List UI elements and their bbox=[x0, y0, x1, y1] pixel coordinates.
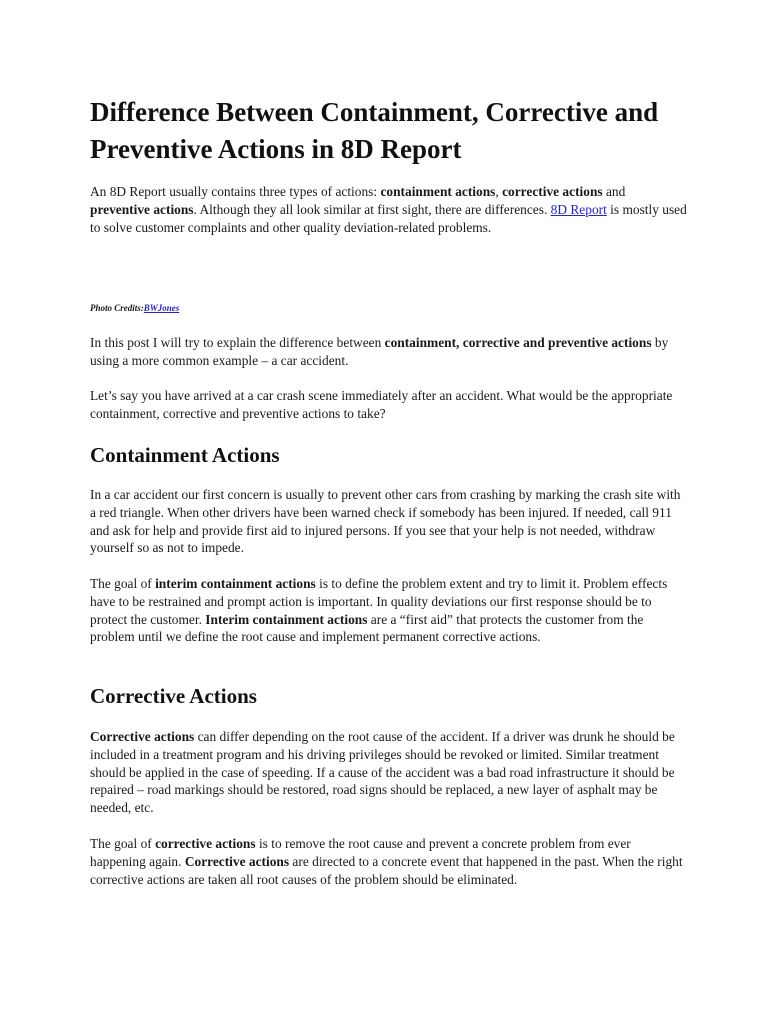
intro-bold-containment: containment actions bbox=[380, 184, 496, 199]
paragraph-containment-example bbox=[90, 486, 688, 557]
paragraph-bold: Corrective actions bbox=[90, 729, 195, 744]
photo-credits-label: Photo Credits: bbox=[90, 303, 144, 313]
paragraph-containment-goal bbox=[90, 575, 688, 646]
paragraph-explanation bbox=[90, 334, 688, 370]
paragraph-text: The goal of bbox=[90, 836, 156, 851]
paragraph-text: can differ depending on the root cause of the accident. If a driver was drunk he should be included in a treatment program and his driving privileges should be revoked or limited. Similar treatment should be applied in the case of speeding. If a cause of the accident was a bad road infrastructure it should be repaired – road markings should be restored, road signs should be replaced, a new layer of asphalt may be needed, etc. bbox=[90, 729, 675, 816]
photo-credits-link[interactable]: BWJones bbox=[143, 303, 180, 313]
intro-paragraph bbox=[90, 183, 688, 236]
page-title: Difference Between Containment, Corrective and Preventive Actions in 8D Report bbox=[90, 97, 659, 164]
paragraph-bold: containment, corrective and preventive actions bbox=[384, 335, 652, 350]
paragraph-bold: Corrective actions bbox=[184, 853, 290, 869]
intro-bold-preventive: preventive actions bbox=[90, 201, 194, 217]
paragraph-text: The goal of bbox=[90, 576, 156, 591]
intro-text: . Although they all look similar at first sight, there are differences. bbox=[193, 201, 551, 217]
intro-text: is mostly used to solve customer complaints and other quality deviation-related problems. bbox=[90, 201, 687, 235]
8d-report-link[interactable]: 8D Report bbox=[550, 201, 607, 217]
paragraph-text: is to define the problem extent and try to limit it. Problem effects have to be restrained and prompt action is important. In quality deviations our first response should be to protect the customer. bbox=[90, 576, 668, 627]
paragraph-text: by using a more common example – a car accident. bbox=[90, 335, 669, 368]
paragraph-text: are directed to a concrete event that happened in the past. When the right corrective actions are taken all root causes of the problem should be eliminated. bbox=[90, 853, 683, 887]
intro-text: , bbox=[495, 184, 503, 199]
intro-text: An 8D Report usually contains three types of actions: bbox=[90, 184, 381, 199]
paragraph-text: is to remove the root cause and prevent a concrete problem from ever happening again. bbox=[90, 836, 631, 869]
heading-corrective-actions: Corrective Actions bbox=[90, 684, 257, 708]
paragraph-bold: Interim containment actions bbox=[205, 611, 368, 627]
paragraph-text: In a car accident our first concern is usually to prevent other cars from crashing by marking the crash site with a red triangle. When other drivers have been warned check if somebody has been injured. If needed, call 911 and ask for help and provide first aid to injured persons. If you see that your help is not needed, withdraw yourself so as not to impede. bbox=[90, 487, 681, 556]
paragraph-text: In this post I will try to explain the difference between bbox=[90, 335, 385, 350]
paragraph-corrective-goal bbox=[90, 835, 688, 888]
paragraph-bold: interim containment actions bbox=[155, 576, 316, 591]
paragraph-text: are a “first aid” that protects the customer from the problem until we define the root cause and implement permanent corrective actions. bbox=[90, 611, 644, 645]
intro-bold-corrective: corrective actions bbox=[502, 184, 603, 199]
paragraph-text: Let’s say you have arrived at a car crash scene immediately after an accident. What would be the appropriate containment, corrective and preventive actions to take? bbox=[90, 388, 673, 421]
heading-containment-actions: Containment Actions bbox=[90, 443, 280, 467]
intro-text: and bbox=[602, 184, 626, 199]
paragraph-scenario bbox=[90, 387, 688, 423]
photo-credits bbox=[90, 302, 179, 314]
paragraph-corrective-example bbox=[90, 728, 688, 817]
paragraph-bold: corrective actions bbox=[155, 836, 256, 851]
